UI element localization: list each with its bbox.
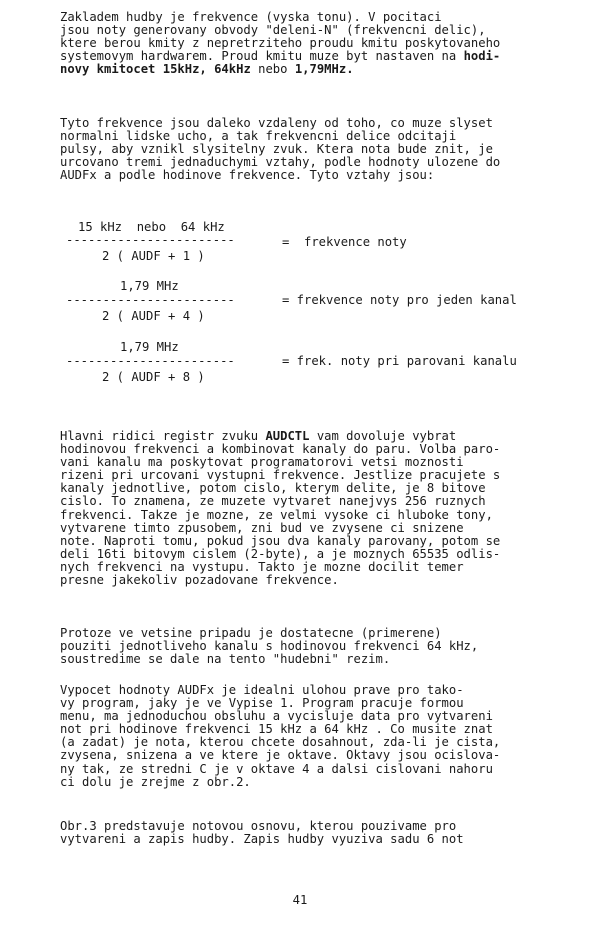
paragraph-note-staff: Obr.3 predstavuje notovou osnovu, kterou pouzivame pro vytvareni a zapis hudby. Zapis hudby vyuziva sadu 6 not bbox=[60, 819, 464, 847]
paragraph-frequency-dividers: Tyto frekvence jsou daleko vzdaleny od toho, co muze slyset normalni lidske ucho, a tak frekvencni delice odcitaji pulsy, aby vznikl slysitelny zvuk. Ktera nota bude znit, je urcovano tremi jednaduchymi vztahy, podle hodnoty ulozene do AUDFx a podle hodinove frekvence. Tyto vztahy jsou: bbox=[60, 116, 501, 183]
formula-numerator: 1,79 MHz bbox=[120, 340, 179, 354]
formula-denominator: 2 ( AUDF + 1 ) bbox=[102, 249, 205, 263]
paragraph-audf-calculation: Vypocet hodnoty AUDFx je idealni ulohou prave pro tako- vy program, jaky je ve Vypise 1. Program pracuje formou menu, ma jednoduchou obsluhu a vycisluje data pro vytvareni not pri hodinove frekvenci 15 kHz a 64 kHz . Co musite znat (a zadat) je nota, kterou chcete dosahnout, zda-li je cista, zvysena, snizena a ve ktere je oktave. Oktavy jsou ocislova- ny tak, ze stredni C je v oktave 4 a dalsi cislovani nahoru ci dolu je zrejme z obr.2. bbox=[60, 683, 501, 789]
formula-fraction-bar: ----------------------- bbox=[66, 293, 235, 307]
formula-result: = frekvence noty bbox=[282, 235, 407, 249]
formula-result: = frek. noty pri parovani kanalu bbox=[282, 354, 517, 368]
paragraph-frequency-intro: Zakladem hudby je frekvence (vyska tonu). V pocitaci jsou noty generovany obvody "deleni-N" (frekvencni delic), ktere berou kmity z nepretrziteho proudu kmitu poskytovaneho systemovym hardwarem. Proud kmitu muze byt nastaven na hodi- novy kmitocet 15kHz, 64kHz nebo 1,79MHz. bbox=[60, 10, 501, 77]
paragraph-single-channel: Protoze ve vetsine pripadu je dostatecne (primerene) pouziti jednotliveho kanalu s hodinovou frekvenci 64 kHz, soustredime se dale na tento "hudebni" rezim. bbox=[60, 626, 479, 667]
formula-numerator: 1,79 MHz bbox=[120, 279, 179, 293]
page-number: 41 bbox=[292, 893, 308, 907]
formula-result: = frekvence noty pro jeden kanal bbox=[282, 293, 517, 307]
formula-fraction-bar: ----------------------- bbox=[66, 354, 235, 368]
formula-denominator: 2 ( AUDF + 4 ) bbox=[102, 309, 205, 323]
paragraph-audctl: Hlavni ridici registr zvuku AUDCTL vam dovoluje vybrat hodinovou frekvenci a kombinovat kanaly do paru. Volba paro- vani kanalu ma poskytovat programatorovi vetsi moznosti rizeni pri urcovani vystupni frekvence. Jestlize pracujete s kanaly jednotlive, potom cislo, kterym delite, je 8 bitove cislo. To znamena, ze muzete vytvaret nanejvys 256 ruznych frekvenci. Takze je mozne, ze velmi vysoke ci hluboke tony, vytvarene timto zpusobem, zni bud ve zvysene ci snizene note. Naproti tomu, pokud jsou dva kanaly parovany, potom se deli 16ti bitovym cislem (2-byte), a je moznych 65535 odlis- nych frekvenci na vystupu. Takto je mozne docilit temer presne jakekoliv pozadovane frekvence. bbox=[60, 429, 501, 588]
formula-numerator: 15 kHz nebo 64 kHz bbox=[78, 220, 225, 234]
formula-fraction-bar: ----------------------- bbox=[66, 233, 235, 247]
formula-denominator: 2 ( AUDF + 8 ) bbox=[102, 370, 205, 384]
